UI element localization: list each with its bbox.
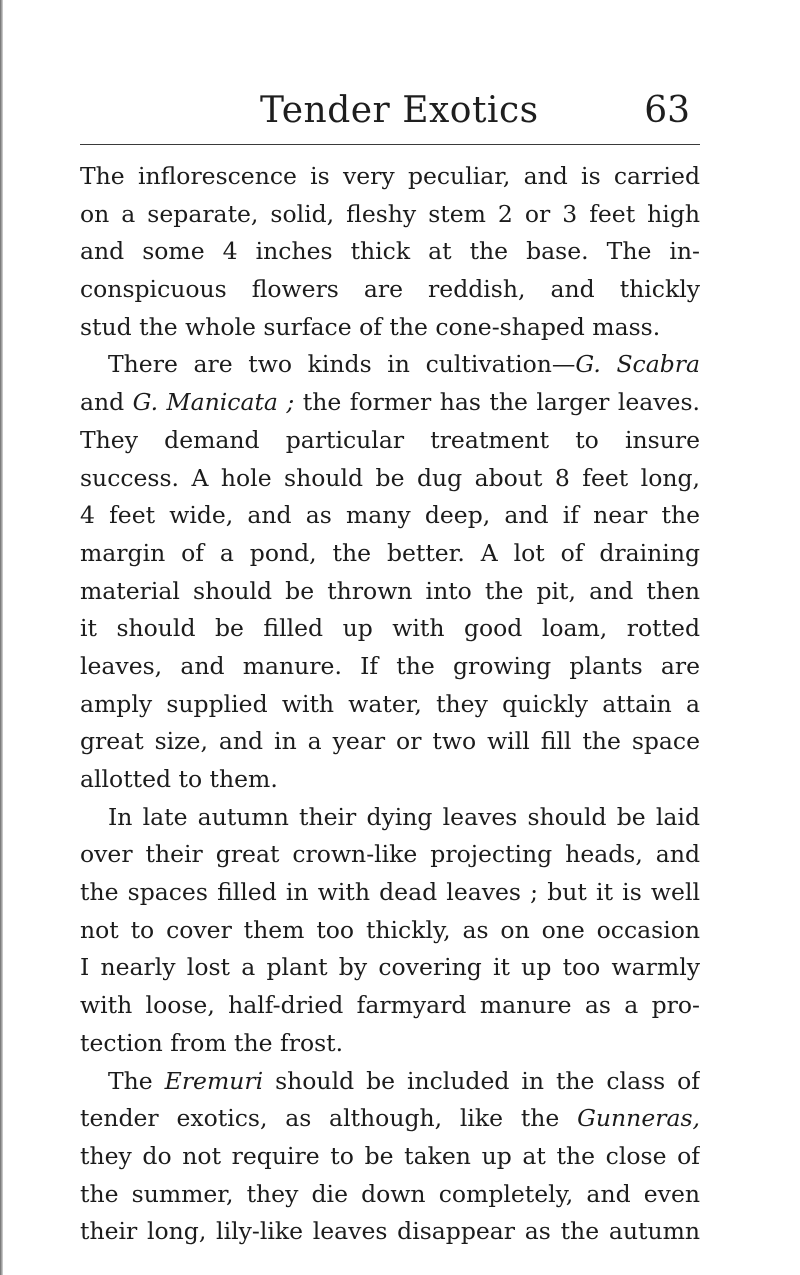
text-line: margin of a pond, the better. A lot of draining xyxy=(80,538,700,567)
text-line: In late autumn their dying leaves should be laid xyxy=(108,802,700,831)
text-line: leaves, and manure. If the growing plants are xyxy=(80,651,700,680)
header-rule xyxy=(80,144,700,145)
text-line: tection from the frost. xyxy=(80,1028,344,1057)
text-line: success. A hole should be dug about 8 feet long, xyxy=(80,463,700,492)
text-line xyxy=(80,1100,700,1138)
page-header xyxy=(80,88,700,138)
text-line: material should be thrown into the pit, and then xyxy=(80,576,700,605)
text-line: the spaces filled in with dead leaves ; but it is well xyxy=(80,878,700,907)
italic-run: G. Manicata ; xyxy=(132,388,295,417)
text-line: not to cover them too thickly, as on one occasion xyxy=(80,915,700,944)
text-line: it should be filled up with good loam, rotted xyxy=(80,614,700,643)
text-run: There are two kinds in cultivation— xyxy=(108,350,576,379)
text-line: they do not require to be taken up at the close of xyxy=(80,1141,700,1170)
text-line: the summer, they die down completely, and even xyxy=(80,1179,700,1208)
text-line: on a separate, solid, fleshy stem 2 or 3 feet high xyxy=(80,199,700,228)
text-run: should be included in the class of xyxy=(263,1066,700,1095)
italic-run: Eremuri xyxy=(164,1066,264,1095)
page-edge-shadow xyxy=(0,0,3,1275)
text-line: stud the whole surface of the cone-shaped mass. xyxy=(80,312,661,341)
italic-run: G. Scabra xyxy=(575,350,700,379)
italic-run: Gunneras, xyxy=(577,1104,700,1133)
running-head: Tender Exotics xyxy=(260,90,539,131)
text-line: and some 4 inches thick at the base. The in- xyxy=(80,237,700,266)
text-line: their long, lily-like leaves disappear as the autumn xyxy=(80,1217,700,1246)
text-line: over their great crown-like projecting heads, and xyxy=(80,840,700,869)
text-line: with loose, half-dried farmyard manure as a pro- xyxy=(80,991,700,1020)
text-line: 4 feet wide, and as many deep, and if near the xyxy=(80,501,700,530)
text-line: They demand particular treatment to insure xyxy=(80,425,700,454)
text-line xyxy=(80,346,700,384)
page-number: 63 xyxy=(644,90,690,131)
text-line: I nearly lost a plant by covering it up too warmly xyxy=(80,953,700,982)
body-text xyxy=(80,158,700,1251)
text-run: The xyxy=(108,1066,165,1095)
text-line: great size, and in a year or two will fill the space xyxy=(80,727,700,756)
text-line: allotted to them. xyxy=(80,765,278,793)
text-run: the former has the larger leaves. xyxy=(294,388,700,417)
text-run: tender exotics, as although, like the xyxy=(80,1104,578,1133)
text-line xyxy=(80,1063,700,1101)
text-line: conspicuous flowers are reddish, and thickly xyxy=(80,275,700,304)
text-run: and xyxy=(80,388,133,417)
text-line xyxy=(80,384,700,422)
text-line: The inflorescence is very peculiar, and is carried xyxy=(80,162,700,190)
text-line: amply supplied with water, they quickly attain a xyxy=(80,689,700,718)
